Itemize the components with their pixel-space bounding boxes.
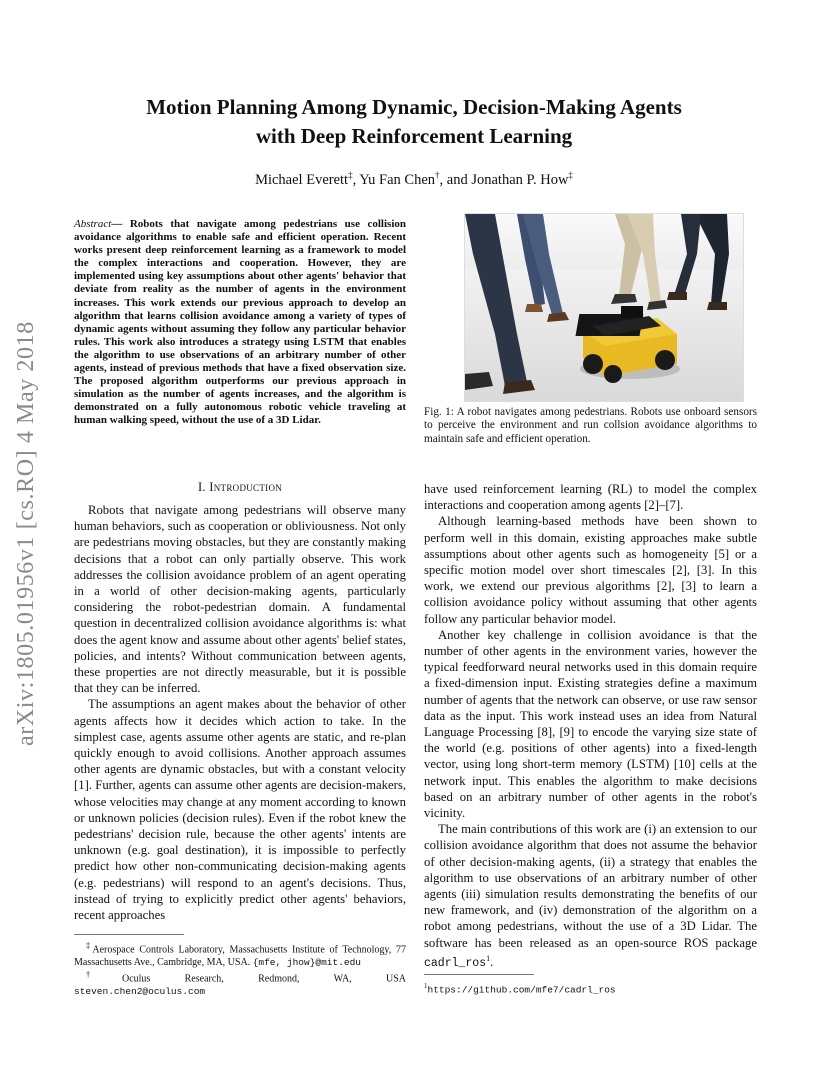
intro-paragraph-5 bbox=[424, 821, 757, 972]
package-footnote-mark: 1 bbox=[486, 953, 491, 963]
url-footnote bbox=[424, 980, 757, 997]
intro-paragraph-1: Robots that navigate among pedestrians will observe many human behaviors, such as cooperation or obliviousness. Not only are pedestrians moving obstacles, but they are constantly making decisions that a robot can only partially observe. This work addresses the collision avoidance problem of an agent operating in a world of other decision-making agents, particularly considering the robot-pedestrian domain. A fundamental question in decentralized collision avoidance algorithms is: what does the agent know and assume about other agents' belief states, policies, and intents? Without communication between agents, these properties are not directly measurable, but it is possible that they can be inferred. bbox=[74, 503, 406, 696]
arxiv-identifier: arXiv:1805.01956v1 [cs.RO] 4 May 2018 bbox=[12, 321, 39, 746]
affiliation-mit-emails: {mfe, jhow}@mit.edu bbox=[252, 956, 362, 968]
section-heading-introduction bbox=[74, 480, 406, 495]
author-how-mark: ‡ bbox=[568, 170, 573, 180]
figure-robot-photo bbox=[464, 213, 744, 402]
affiliation-oculus-mark: † bbox=[86, 970, 122, 980]
author-separator: , and bbox=[439, 171, 472, 188]
section-title: Introduction bbox=[209, 480, 283, 494]
package-name: cadrl_ros bbox=[424, 957, 487, 971]
repository-link[interactable]: https://github.com/mfe7/cadrl_ros bbox=[427, 984, 616, 996]
affiliation-footnotes bbox=[74, 940, 406, 999]
author-chen: Yu Fan Chen bbox=[359, 171, 436, 188]
author-separator: , bbox=[352, 171, 360, 188]
intro-paragraph-4: Another key challenge in collision avoidance is that the number of other agents in the environment varies, however the typical feedforward neural networks used in this domain require a fixed-dimension input. Existing strategies define a maximum number of agents that the network can observe, or use raw sensor data as the input. This work instead uses an idea from Natural Language Processing [8], [9] to encode the varying size state of the world (e.g. positions of other agents) into a fixed-length vector, using long short-term memory (LSTM) [10] cells at the network input. This enables the algorithm to make decisions based on an arbitrary number of other agents in the robot's vicinity. bbox=[424, 627, 757, 821]
left-column-body bbox=[74, 502, 406, 923]
author-everett-mark: ‡ bbox=[348, 170, 353, 180]
affiliation-oculus-text: Oculus Research, Redmond, WA, USA bbox=[121, 973, 406, 985]
affiliation-mit bbox=[74, 940, 406, 969]
sentence-end: . bbox=[490, 955, 494, 970]
abstract-lead: Abstract bbox=[74, 218, 112, 230]
title-line-1: Motion Planning Among Dynamic, Decision-Making Agents bbox=[146, 95, 682, 119]
author-list bbox=[70, 170, 758, 189]
abstract-text: Robots that navigate among pedestrians use collision avoidance algorithms to enable safe and efficient operation. Recent works present deep reinforcement learning as a framework to model the complex interactions and cooperation. However, they are implemented using key assumptions about other agents' behavior that deviate from reality as the number of agents in the environment increases. This work extends our previous approach to develop an algorithm that learns collision avoidance among a variety of types of dynamic agents without assuming they follow any particular behavior rules. This work also introduces a strategy using LSTM that enables the algorithm to use observations of an arbitrary number of other agents, instead of previous methods that have a fixed observation size. The proposed algorithm outperforms our previous approach in simulation as the number of agents increases, and the algorithm is demonstrated on a fully autonomous robotic vehicle traveling at human walking speed, without the use of a 3D Lidar. bbox=[74, 218, 406, 427]
affiliation-oculus-email: steven.chen2@oculus.com bbox=[74, 986, 206, 998]
abstract-dash: — bbox=[111, 218, 130, 230]
affiliation-mit-mark: ‡ bbox=[86, 941, 93, 950]
affiliation-oculus-email-line bbox=[74, 986, 406, 999]
abstract bbox=[74, 218, 406, 428]
right-column-body bbox=[424, 481, 757, 972]
author-how: Jonathan P. How bbox=[471, 171, 569, 188]
paper-title bbox=[70, 93, 758, 151]
affiliation-mit-text: Aerospace Controls Laboratory, Massachusetts Institute of Technology, 77 Massachusetts Ave., Cambridge, MA, USA. bbox=[74, 944, 406, 968]
intro-paragraph-continued: have used reinforcement learning (RL) to model the complex interactions and cooperation among agents [2]–[7]. bbox=[424, 482, 757, 513]
author-chen-mark: † bbox=[435, 170, 440, 180]
contributions-text: The main contributions of this work are (i) an extension to our collision avoidance algorithm that does not assume the behavior of other decision-making agents, (ii) a strategy that enables the algorithm to use observations of an arbitrary number of other agents (iii) simulation results demonstrating the benefits of our new framework, and (iv) demonstration of the algorithm on a robot among pedestrians, without the use of a 3D Lidar. The software has been released as an open-source ROS package bbox=[424, 822, 757, 950]
intro-paragraph-2: The assumptions an agent makes about the behavior of other agents affects how it decides which action to take. In the simplest case, agents assume other agents are static, and re-plan quickly enough to avoid collisions. Another approach assumes other agents are dynamic obstacles, but with a constant velocity [1]. Further, agents can assume other agents are decision-makers, whose velocities may change at any moment according to known or unknown policies (decision rules). Even if the robot knew the pedestrians' decision rule, because the other agents' intents are unknown (e.g. goal destination), it is impossible to perfectly predict how other non-communicating decision-making agents (e.g. pedestrians) will respond to an agent's decisions. Thus, instead of trying to explicitly predict other agents' behaviors, recent approaches bbox=[74, 697, 406, 923]
author-everett: Michael Everett bbox=[255, 171, 349, 188]
affiliation-oculus bbox=[74, 969, 406, 986]
intro-paragraph-3: Although learning-based methods have been shown to perform well in this domain, existing approaches make subtle assumptions about other agents such as homogeneity [5] or a specific motion model over short timescales [2], [3]. In this work, we extend our previous algorithms [2], [3] to learn a collision avoidance policy without assuming that other agents follow any particular behavior model. bbox=[424, 514, 757, 626]
robot-pedestrians-illustration bbox=[465, 214, 743, 401]
title-line-2: with Deep Reinforcement Learning bbox=[255, 124, 573, 148]
url-footnote-mark: 1 bbox=[424, 982, 428, 990]
section-number: I. bbox=[197, 480, 210, 494]
figure-caption: Fig. 1: A robot navigates among pedestrians. Robots use onboard sensors to perceive the environment and run collsion avoidance algorithms to maintain safe and efficient operation. bbox=[424, 406, 757, 445]
